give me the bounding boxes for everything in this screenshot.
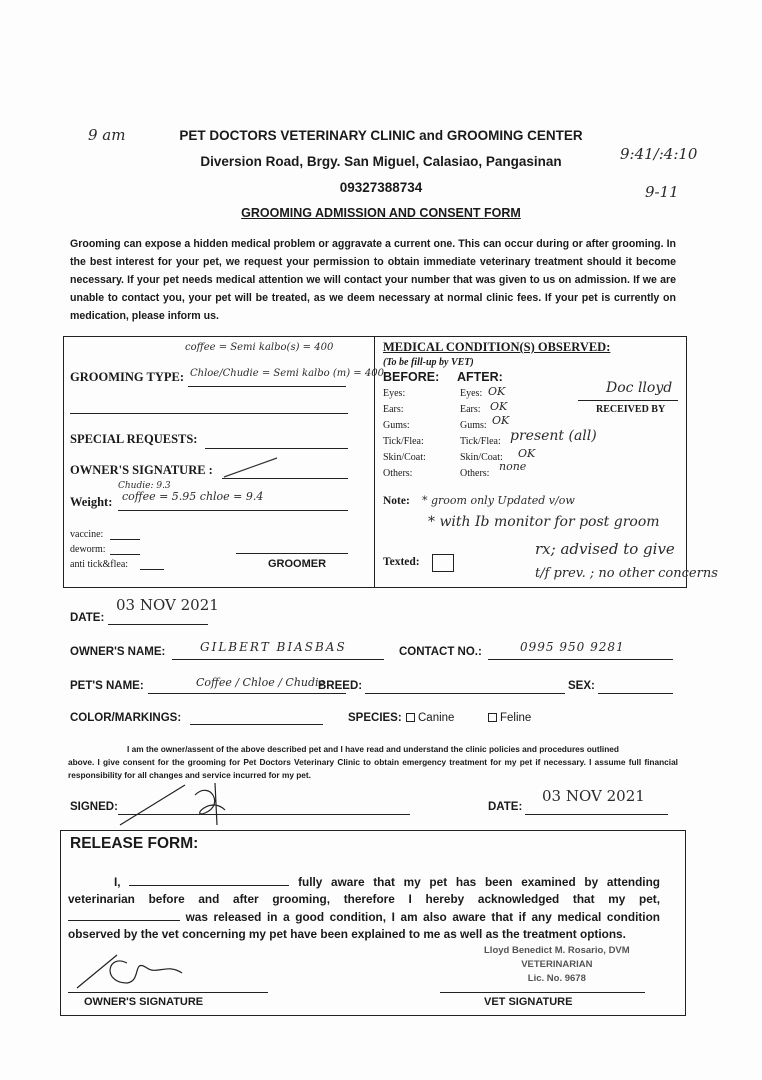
before-eyes: Eyes: <box>383 388 406 399</box>
after-gums: Gums: <box>460 420 487 431</box>
consent-line-1: I am the owner/assent of the above described pet and I have read and understand the clinic policies and procedures outlined <box>127 744 619 754</box>
note-line-3: rx; advised to give <box>535 540 675 558</box>
grooming-type-value: Chloe/Chudie = Semi kalbo (m) = 400 <box>190 368 384 379</box>
species-label: SPECIES: <box>348 712 402 724</box>
contact-value: 0995 950 9281 <box>520 640 625 654</box>
note-label: Note: <box>383 495 410 507</box>
grooming-type-label: GROOMING TYPE: <box>70 370 185 384</box>
before-others: Others: <box>383 468 413 479</box>
feline-label: Feline <box>500 712 532 724</box>
signed-label: SIGNED: <box>70 801 118 813</box>
after-others: Others: <box>460 468 490 479</box>
note-line-2: * with Ib monitor for post groom <box>428 514 660 530</box>
stamp-title: VETERINARIAN <box>521 959 593 970</box>
clinic-address: Diversion Road, Brgy. San Miguel, Calasiao, Pangasinan <box>200 154 562 169</box>
texted-checkbox[interactable] <box>432 554 454 572</box>
grooming-top-note: coffee = Semi kalbo(s) = 400 <box>185 342 334 353</box>
after-label: AFTER: <box>457 370 503 384</box>
after-gums-value: OK <box>492 414 510 427</box>
weight-label: Weight: <box>70 495 113 509</box>
release-owner-signature-label: OWNER'S SIGNATURE <box>84 996 204 1008</box>
antitick-label: anti tick&flea: <box>70 559 129 570</box>
release-i: I, <box>114 875 121 889</box>
weight-note: Chudie: 9.3 <box>118 481 171 491</box>
received-by-label: RECEIVED BY <box>596 404 666 415</box>
received-by-value: Doc lloyd <box>606 380 673 396</box>
release-title: RELEASE FORM: <box>70 835 199 852</box>
owner-name-value: GILBERT BIASBAS <box>200 640 347 654</box>
special-requests-label: SPECIAL REQUESTS: <box>70 432 198 446</box>
owner-signature-stroke-icon <box>222 455 282 480</box>
annotation-top-left: 9 am <box>88 126 126 144</box>
feline-option[interactable] <box>488 712 531 724</box>
deworm-label: deworm: <box>70 544 106 555</box>
after-skincoat-value: OK <box>518 447 536 460</box>
intro-text: Grooming can expose a hidden medical problem or aggravate a current one. This can occur during or after grooming. In the best interest for your pet, we request your permission to obtain immediate veterinary treatment should it become necessary. If your pet needs medical attention we will contact your number that was given to us on admission. If we are unable to contact you, your pet will be treated, as we deem necessary at normal clinic fees. If your pet is currently on medication, please inform us. <box>70 238 676 322</box>
canine-checkbox[interactable] <box>406 713 415 722</box>
before-gums: Gums: <box>383 420 410 431</box>
note-line-1: * groom only Updated v/ow <box>422 494 575 507</box>
after-tickflea-value: present (all) <box>510 428 597 444</box>
medical-title: MEDICAL CONDITION(S) OBSERVED: <box>383 340 611 354</box>
release-owner-signature-icon <box>72 943 202 993</box>
after-eyes: Eyes: <box>460 388 483 399</box>
canine-option[interactable] <box>406 712 454 724</box>
before-ears: Ears: <box>383 404 404 415</box>
texted-label: Texted: <box>383 556 420 568</box>
release-text-2: was released in a good condition, I am also aware that if any medical condition observed by the vet concerning my pet have been explained to me as well as the treatment options. <box>68 910 660 941</box>
after-eyes-value: OK <box>488 385 506 398</box>
note-line-4: t/f prev. ; no other concerns <box>535 566 718 581</box>
before-label: BEFORE: <box>383 370 440 384</box>
clinic-name: PET DOCTORS VETERINARY CLINIC and GROOMING CENTER <box>179 128 583 143</box>
vet-stamp <box>484 944 630 986</box>
color-markings-label: COLOR/MARKINGS: <box>70 712 182 724</box>
release-text-1: fully aware that my pet has been examined by attending veterinarian before and after grooming, therefore I hereby acknowledged that my pet, <box>68 875 660 906</box>
stamp-license: Lic. No. 9678 <box>527 973 586 984</box>
release-vet-signature-label: VET SIGNATURE <box>484 996 573 1008</box>
pet-name-value: Coffee / Chloe / Chudie <box>196 676 326 689</box>
after-tickflea: Tick/Flea: <box>460 436 501 447</box>
breed-label: BREED: <box>318 680 363 692</box>
date-label: DATE: <box>70 612 105 624</box>
owner-signature-scribble-icon <box>115 775 235 830</box>
sex-label: SEX: <box>568 680 595 692</box>
weight-value: coffee = 5.95 chloe = 9.4 <box>122 490 264 503</box>
release-body <box>68 873 660 943</box>
after-skincoat: Skin/Coat: <box>460 452 503 463</box>
before-tickflea: Tick/Flea: <box>383 436 424 447</box>
after-others-value: none <box>499 460 527 473</box>
annotation-top-right-1: 9:41/:4:10 <box>620 145 698 163</box>
contact-label: CONTACT NO.: <box>399 646 482 658</box>
form-title: GROOMING ADMISSION AND CONSENT FORM <box>241 206 521 220</box>
owner-signature-label: OWNER'S SIGNATURE : <box>70 463 213 477</box>
groomer-label: GROOMER <box>268 558 327 570</box>
annotation-top-right-2: 9-11 <box>645 183 679 201</box>
canine-label: Canine <box>418 712 455 724</box>
date-value: 03 NOV 2021 <box>116 596 219 614</box>
signed-date-value: 03 NOV 2021 <box>542 787 645 805</box>
pet-name-label: PET'S NAME: <box>70 680 144 692</box>
clinic-phone: 09327388734 <box>339 180 423 195</box>
before-skincoat: Skin/Coat: <box>383 452 426 463</box>
feline-checkbox[interactable] <box>488 713 497 722</box>
owner-name-label: OWNER'S NAME: <box>70 646 166 658</box>
after-ears-value: OK <box>490 400 508 413</box>
signed-date-label: DATE: <box>488 801 523 813</box>
vaccine-label: vaccine: <box>70 529 104 540</box>
after-ears: Ears: <box>460 404 481 415</box>
stamp-name: Lloyd Benedict M. Rosario, DVM <box>484 945 630 956</box>
medical-subtitle: (To be fill-up by VET) <box>383 357 474 368</box>
consent-line-2: above. I give consent for the grooming for Pet Doctors Veterinary Clinic to obtain emergency treatment for my pet if necessary. I assume full financial responsibility for all changes and service incurred for my pet. <box>68 757 678 780</box>
